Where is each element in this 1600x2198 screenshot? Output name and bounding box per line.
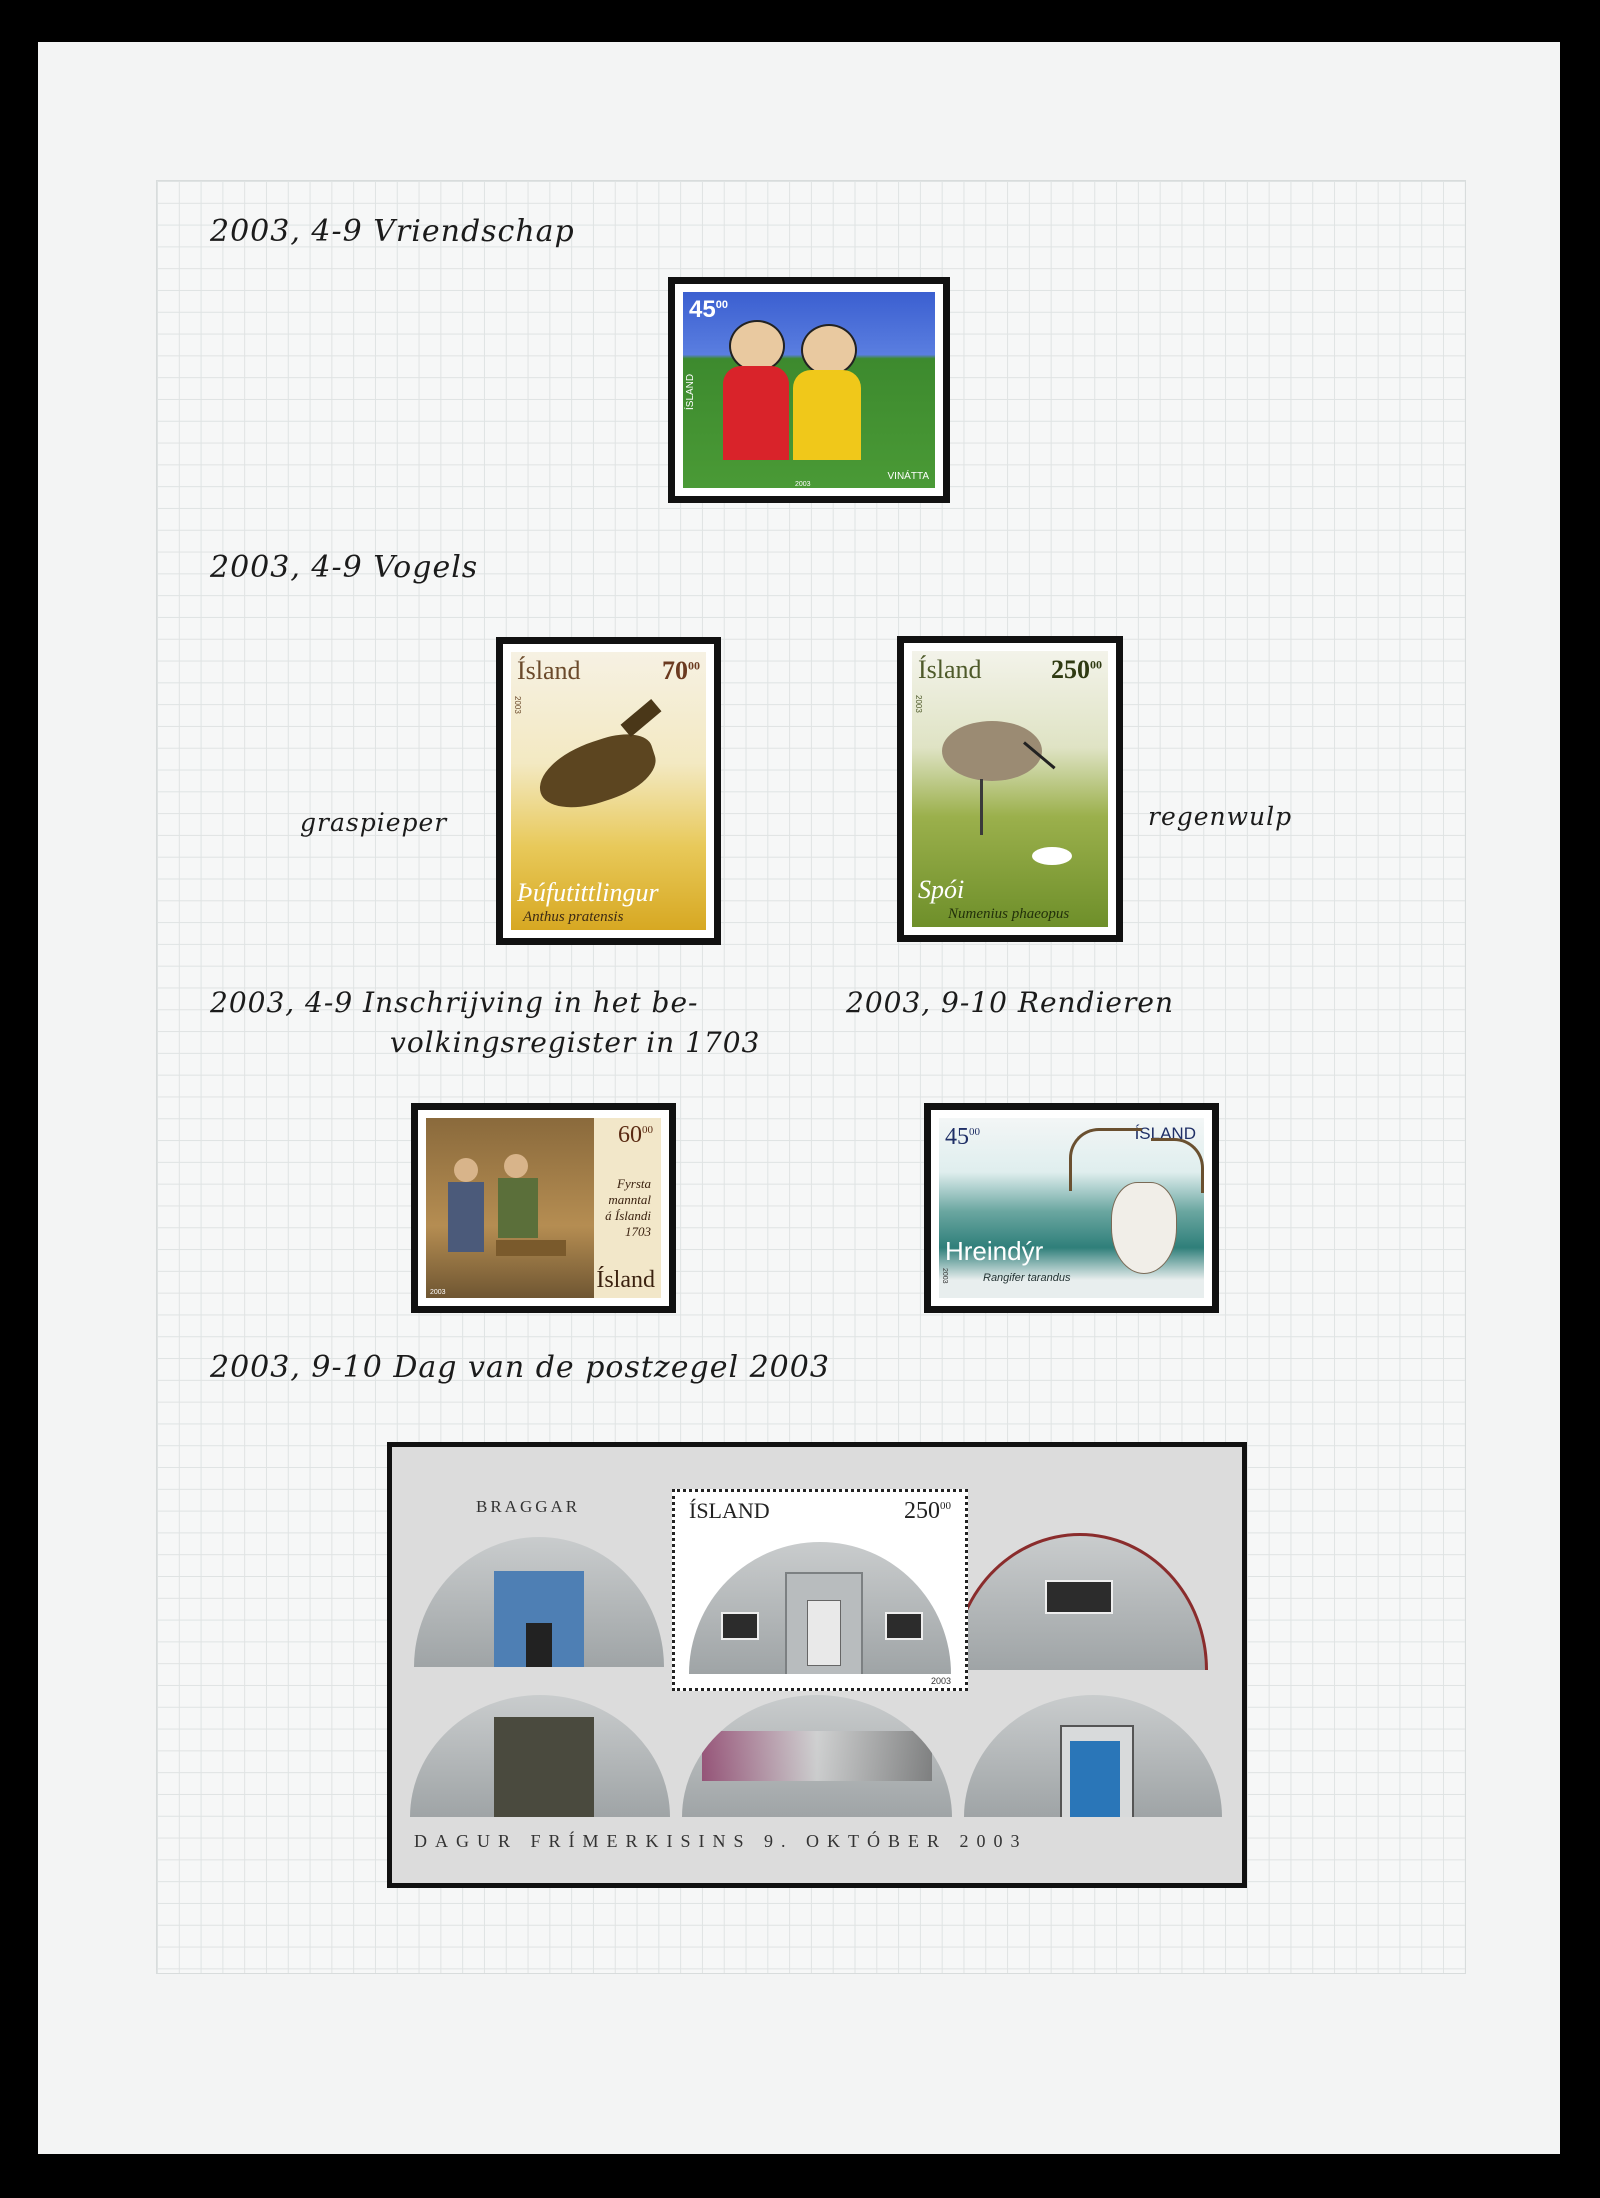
reindeer-head [1111, 1182, 1177, 1274]
stamp-mount-friendship [668, 277, 950, 503]
pipit-latin: Anthus pratensis [523, 909, 624, 925]
stamp-friendship [675, 284, 943, 496]
hut-bottom-left-door [494, 1717, 594, 1817]
pipit-bird [531, 725, 664, 819]
child-left-body [723, 366, 789, 460]
hut-top-left [414, 1537, 664, 1667]
heading-census-line1: 2003, 4-9 Inschrijving in het be- [210, 986, 699, 1019]
hut-top-right [952, 1533, 1208, 1670]
pipit-cents: 00 [688, 658, 700, 673]
hut-bottom-right-door [1070, 1741, 1120, 1817]
note-whimbrel: regenwulp [1148, 802, 1293, 831]
reindeer-antler-right [1151, 1138, 1204, 1193]
heading-friendship: 2003, 4-9 Vriendschap [210, 214, 575, 249]
pipit-country: Ísland [517, 656, 581, 685]
census-country: Ísland [596, 1267, 655, 1293]
census-figure-1-body [448, 1182, 484, 1252]
sheet-stamp [672, 1489, 968, 1691]
reindeer-cents: 00 [969, 1126, 980, 1138]
friendship-country: ÍSLAND [685, 373, 696, 410]
stamp-whimbrel [904, 643, 1116, 935]
whimbrel-leg [980, 779, 983, 835]
stamp-mount-census [411, 1103, 676, 1313]
friendship-value: 45 [689, 296, 716, 323]
whimbrel-country: Ísland [918, 655, 982, 684]
census-figure-2-body [498, 1178, 538, 1238]
census-value: 60 [618, 1122, 642, 1148]
reindeer-value: 45 [945, 1124, 969, 1150]
stamp-reindeer [931, 1110, 1212, 1306]
hut-bottom-right [964, 1695, 1222, 1817]
census-text-3: á Íslandi [605, 1208, 651, 1223]
sheet-stamp-year: 2003 [930, 1676, 951, 1686]
child-right-face [801, 324, 857, 376]
graffiti [702, 1731, 932, 1781]
census-figure-1 [454, 1158, 478, 1182]
reindeer-country: ÍSLAND [1134, 1124, 1196, 1143]
reindeer-name: Hreindýr [945, 1236, 1044, 1266]
census-caption [605, 1176, 651, 1240]
heading-reindeer: 2003, 9-10 Rendieren [846, 986, 1174, 1019]
census-text-4: 1703 [625, 1224, 651, 1239]
whimbrel-cents: 00 [1090, 657, 1102, 672]
census-figure-2 [504, 1154, 528, 1178]
stamp-pipit [503, 644, 714, 938]
child-right-body [793, 370, 861, 460]
friendship-year: 2003 [795, 481, 811, 488]
pipit-year: 2003 [513, 696, 522, 714]
sheet-stamp-hut [689, 1542, 951, 1674]
child-left-face [729, 320, 785, 372]
sheet-stamp-hut-window-right [885, 1612, 923, 1640]
sheet-stamp-hut-door [807, 1600, 841, 1666]
heading-census-line2: volkingsregister in 1703 [390, 1026, 761, 1059]
sheet-stamp-cents: 00 [940, 1500, 951, 1512]
hut-bottom-middle [682, 1695, 952, 1817]
whimbrel-small-bird [1032, 847, 1072, 865]
census-text-2: manntal [608, 1192, 651, 1207]
sheet-stamp-country: ÍSLAND [689, 1498, 770, 1523]
whimbrel-year: 2003 [914, 695, 923, 713]
stamp-mount-reindeer [924, 1103, 1219, 1313]
reindeer-antler-left [1069, 1128, 1142, 1191]
sheet-stamp-hut-window-left [721, 1612, 759, 1640]
census-cents: 00 [642, 1124, 653, 1136]
whimbrel-latin: Numenius phaeopus [948, 906, 1070, 922]
hut-top-right-window [1045, 1580, 1113, 1614]
census-text-1: Fyrsta [617, 1176, 651, 1191]
sheet-footer: DAGUR FRÍMERKISINS 9. OKTÓBER 2003 [414, 1831, 1028, 1851]
hut-top-left-opening [526, 1623, 552, 1667]
stamp-mount-whimbrel [897, 636, 1123, 942]
friendship-caption: VINÁTTA [887, 471, 929, 482]
census-table [496, 1240, 566, 1256]
heading-birds: 2003, 4-9 Vogels [210, 550, 479, 585]
friendship-cents: 00 [715, 299, 728, 311]
reindeer-year: 2003 [941, 1268, 948, 1284]
heading-stamp-day: 2003, 9-10 Dag van de postzegel 2003 [210, 1350, 830, 1385]
hut-bottom-left [410, 1695, 670, 1817]
pipit-name: Þúfutittlingur [517, 878, 659, 907]
pipit-wing [621, 699, 662, 737]
miniature-sheet [392, 1447, 1242, 1883]
whimbrel-name: Spói [918, 875, 965, 904]
stamp-census [418, 1110, 669, 1306]
note-pipit: graspieper [300, 808, 448, 837]
pipit-value: 70 [662, 656, 688, 685]
census-year: 2003 [430, 1289, 446, 1296]
whimbrel-bird [942, 721, 1042, 781]
reindeer-latin: Rangifer tarandus [983, 1272, 1071, 1284]
stamp-mount-pipit [496, 637, 721, 945]
whimbrel-value: 250 [1051, 655, 1090, 684]
sheet-stamp-value: 250 [904, 1498, 940, 1524]
sheet-title: BRAGGAR [476, 1497, 581, 1516]
miniature-sheet-mount [387, 1442, 1247, 1888]
